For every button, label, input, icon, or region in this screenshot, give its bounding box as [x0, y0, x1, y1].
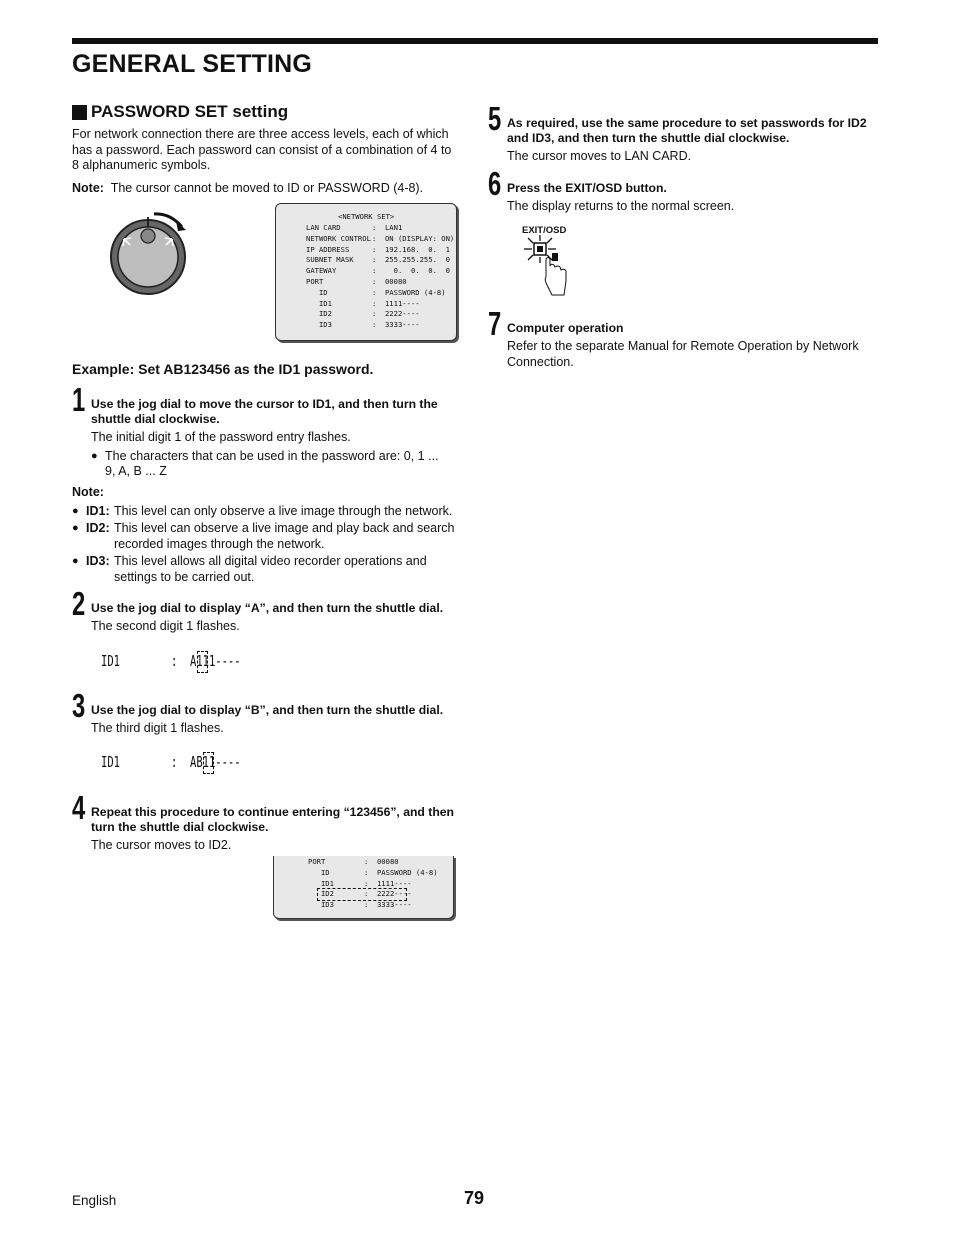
screen-header: <NETWORK SET>: [338, 212, 395, 221]
screen-row: NETWORK CONTROL: ON (DISPLAY: ON): [306, 233, 455, 243]
footer-language: English: [72, 1193, 117, 1208]
header-rule: [72, 38, 878, 44]
screen-row: ID1 : 1111----: [308, 878, 412, 888]
cursor-highlight: [317, 888, 407, 901]
screen-row: IP ADDRESS : 192.168. 0. 1: [306, 244, 450, 254]
step-number: 1: [72, 381, 86, 418]
bullet-dot-icon: ●: [72, 555, 79, 567]
square-bullet-icon: [72, 105, 87, 120]
screen-rows: [306, 223, 454, 331]
level-item: ● ID3: This level allows all digital video recorder operations and settings to be carried out.: [72, 554, 427, 584]
flashing-digit-cursor: [203, 752, 214, 774]
bullet-dot-icon: ●: [91, 449, 98, 462]
flashing-digit-cursor: [197, 651, 208, 673]
example-heading: Example: Set AB123456 as the ID1 password.: [72, 361, 374, 377]
step-number: 6: [488, 165, 502, 202]
screen-row: ID3 : 3333----: [306, 320, 420, 330]
screen-row: GATEWAY : 0. 0. 0. 0: [306, 266, 450, 276]
step-5: As required, use the same procedure to set passwords for ID2 and ID3, and then turn the shuttle dial clockwise. The cursor moves to LAN CARD.: [507, 116, 867, 163]
note-levels: Note: ● ID1: This level can only observe a live image through the network. ● ID2: This level can observe a live image and play back and search recorded images through the network. ● ID3: This level allows all digital video recorder operations and settings to be carried out.: [72, 485, 464, 585]
page-title: GENERAL SETTING: [72, 50, 313, 78]
network-set-screen: [275, 203, 457, 341]
page-number: 79: [464, 1188, 485, 1208]
network-set-screen-partial: [273, 856, 454, 919]
step-number: 3: [72, 687, 86, 724]
bullet-item: ● The characters that can be used in the password are: 0, 1 ... 9, A, B ... Z: [91, 448, 439, 478]
step-number: 7: [488, 305, 502, 342]
screen-row: ID : PASSWORD (4-8): [308, 867, 438, 877]
screen-rows: [308, 857, 438, 911]
step-2: Use the jog dial to display “A”, and then turn the shuttle dial. The second digit 1 flashes.: [91, 601, 444, 633]
screen-row: ID3 : 3333----: [308, 900, 412, 910]
level-item: ● ID1: This level can only observe a live image through the network.: [72, 503, 453, 518]
screen-row: ID1 : 1111----: [306, 298, 420, 308]
intro-paragraph: For network connection there are three access levels, each of which has a password. Each password can consist of a combination of 4 to 8 alphanumeric symbols.: [72, 127, 452, 172]
level-item: ● ID2: This level can observe a live image and play back and search recorded images through the network.: [72, 521, 455, 551]
exit-osd-illustration: [520, 223, 580, 298]
screen-row: ID2 : 2222----: [306, 309, 420, 319]
step-number: 4: [72, 789, 86, 826]
step-number: 5: [488, 100, 502, 137]
step-3: Use the jog dial to display “B”, and then turn the shuttle dial. The third digit 1 flashes.: [91, 703, 444, 735]
screen-row: LAN CARD : LAN1: [306, 223, 403, 232]
screen-row: SUBNET MASK : 255.255.255. 0: [306, 255, 450, 265]
step-1: Use the jog dial to move the cursor to ID1, and then turn the shuttle dial clockwise. The initial digit 1 of the password entry flashes. ● The characters that can be used in the password are: 0, 1 ... 9, A, B ... Z: [91, 397, 461, 480]
bullet-dot-icon: ●: [72, 504, 79, 517]
screen-row: PORT : 00080: [306, 276, 407, 286]
note-cursor: Note: The cursor cannot be moved to ID or PASSWORD (4-8).: [72, 181, 424, 195]
screen-row: PORT : 00080: [308, 857, 399, 866]
hand-pressing-button-icon: [520, 235, 580, 297]
section-title: PASSWORD SET setting: [91, 102, 289, 121]
step-number: 2: [72, 585, 86, 622]
step-7: Computer operation Refer to the separate Manual for Remote Operation by Network Connection.: [507, 321, 859, 369]
section-heading: [72, 102, 288, 122]
exit-osd-label: EXIT/OSD: [522, 225, 567, 236]
step-6: Press the EXIT/OSD button. The display returns to the normal screen.: [507, 181, 735, 213]
jog-shuttle-dial-icon: [108, 205, 190, 297]
bullet-dot-icon: ●: [72, 522, 79, 534]
screen-row: ID : PASSWORD (4-8): [306, 287, 446, 297]
step-4: Repeat this procedure to continue entering “123456”, and then turn the shuttle dial clockwise. The cursor moves to ID2.: [91, 805, 454, 852]
screen-row: ID2 : 2222----: [308, 889, 412, 899]
